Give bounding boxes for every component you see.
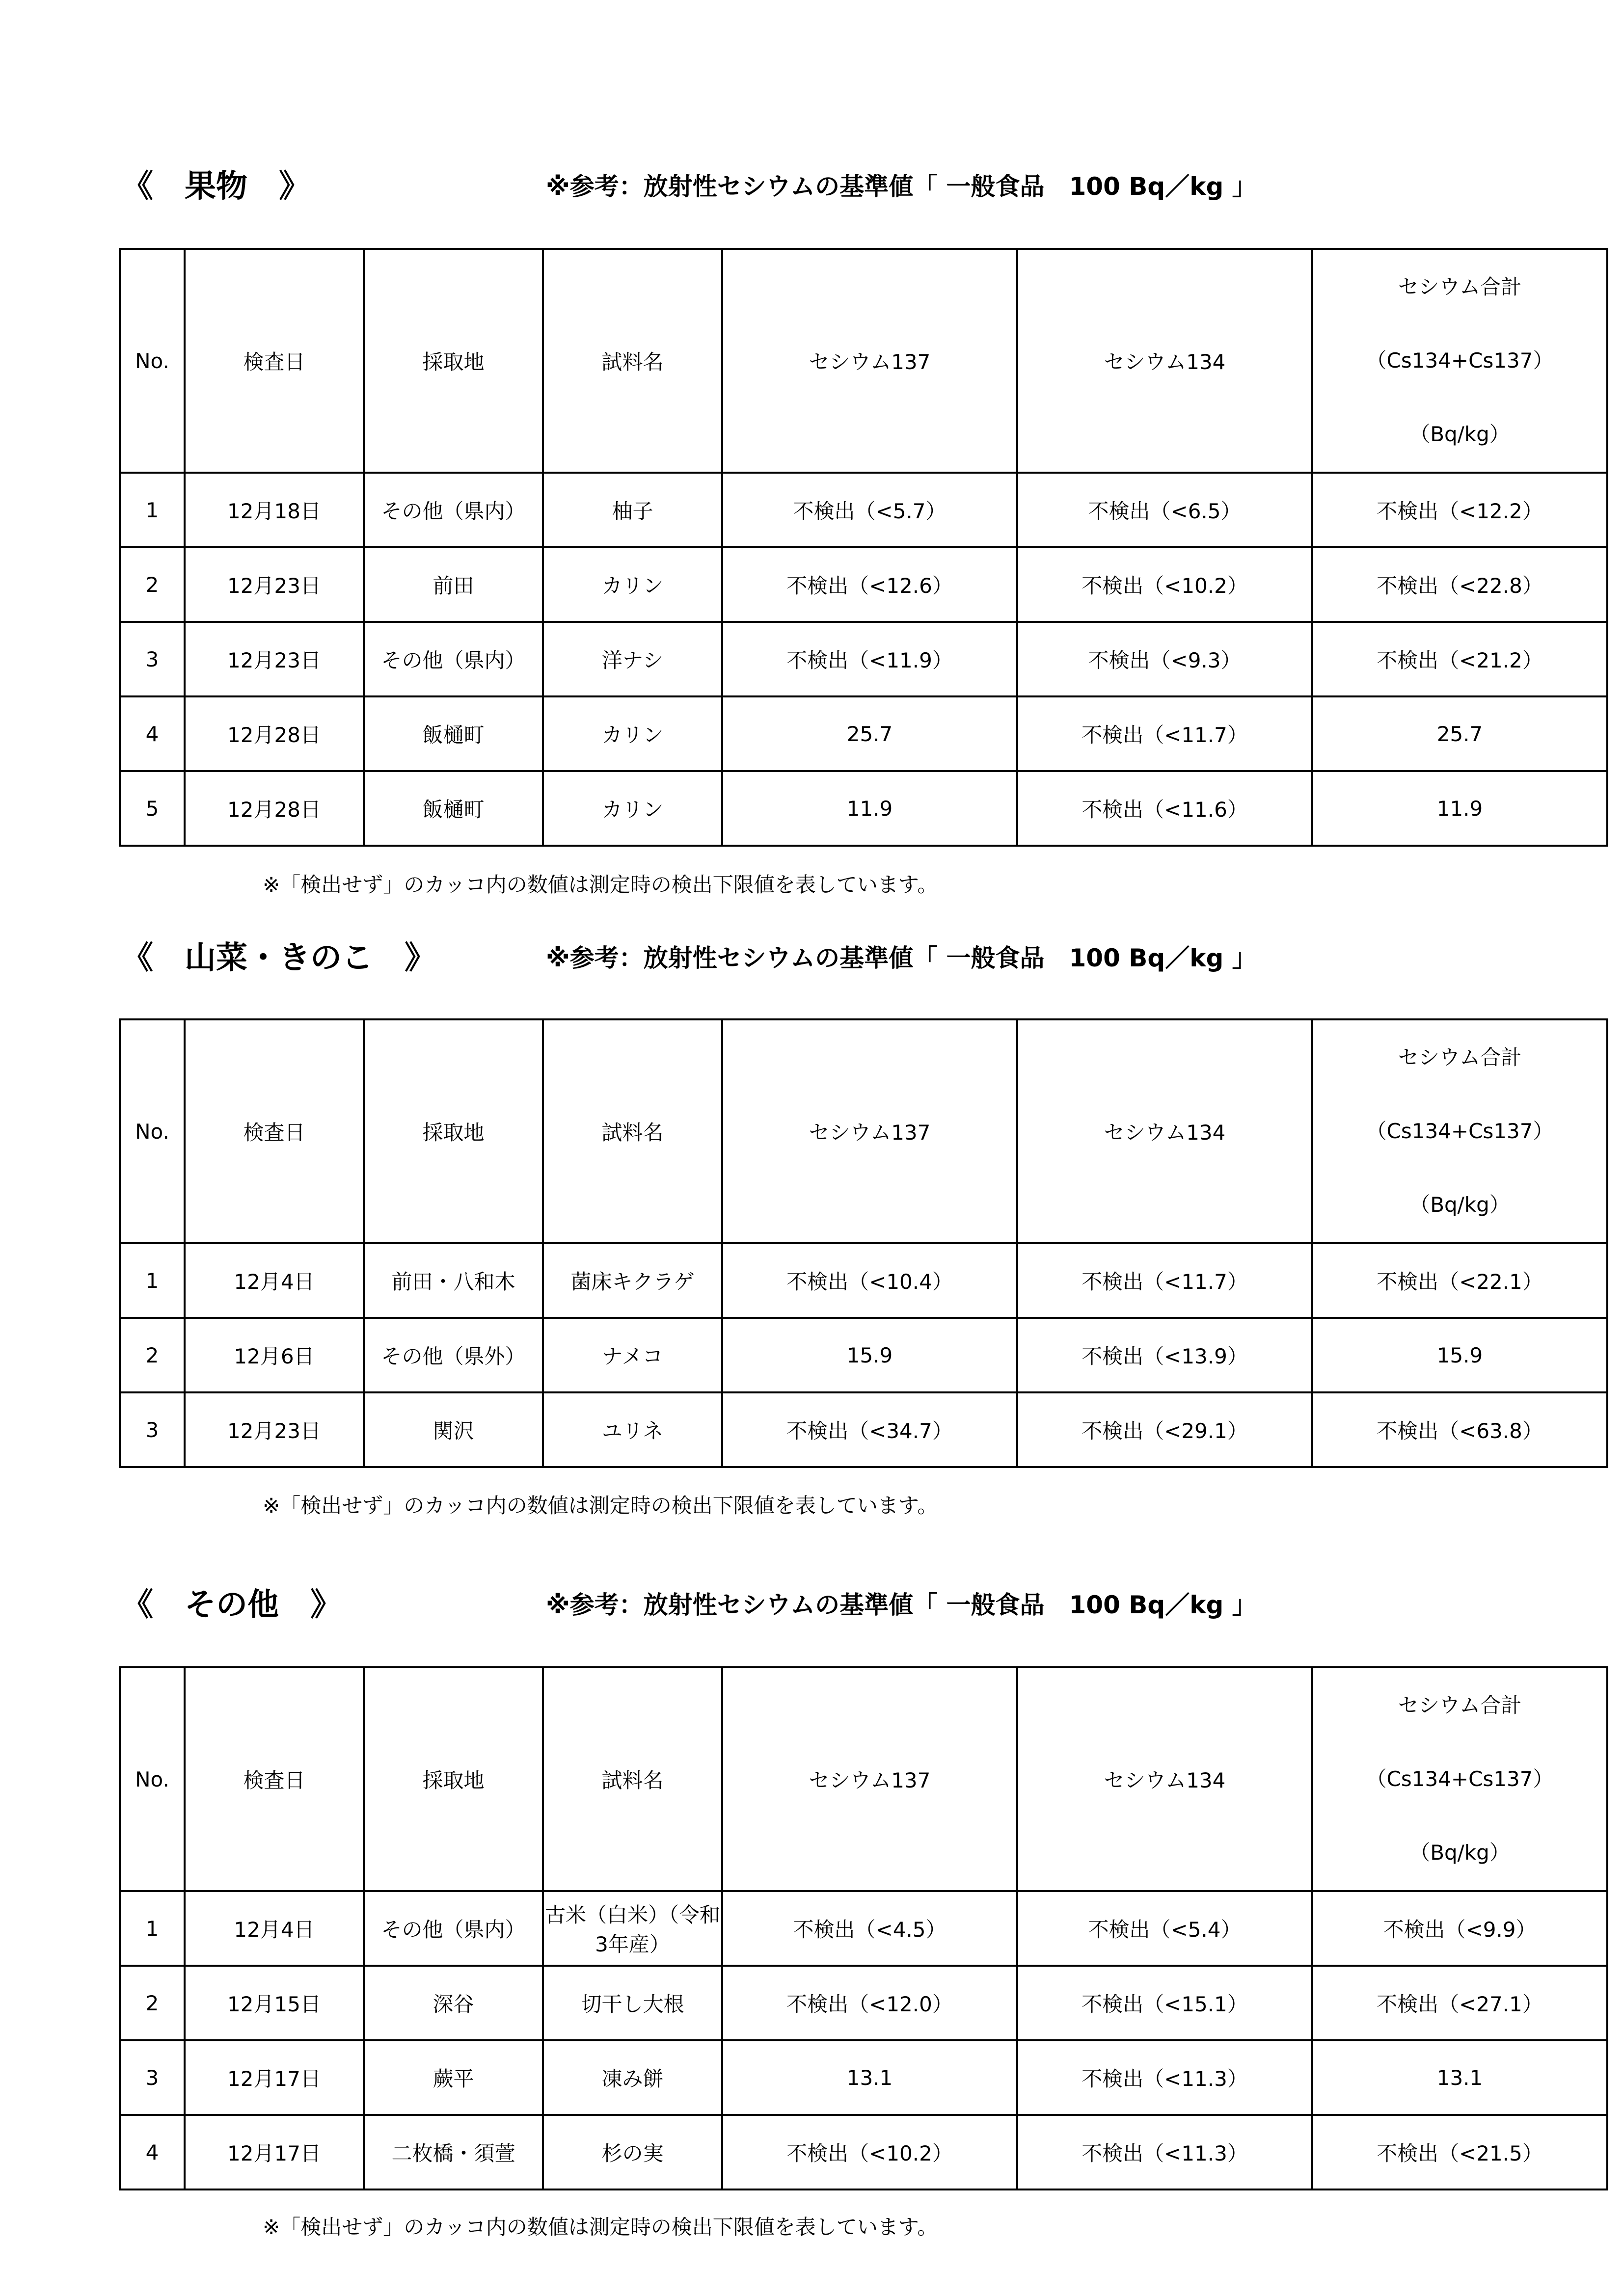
cell-no: 2	[120, 1966, 185, 2040]
table-row	[120, 696, 1607, 771]
cell-cs137: 不検出（<34.7）	[722, 1392, 1017, 1467]
results-table	[119, 1666, 1608, 2190]
cell-total: 11.9	[1312, 771, 1607, 846]
header-total	[1312, 1019, 1607, 1243]
cell-total: 不検出（<21.2）	[1312, 622, 1607, 696]
cell-no: 1	[120, 473, 185, 547]
table-header-row	[120, 249, 1607, 473]
header-sample: 試料名	[543, 1019, 722, 1243]
cell-no: 2	[120, 547, 185, 622]
cell-no: 4	[120, 2115, 185, 2189]
footnote: ※「検出せず」のカッコ内の数値は測定時の検出下限値を表しています。	[263, 1494, 938, 1518]
header-total	[1312, 249, 1607, 473]
header-place: 採取地	[364, 1667, 543, 1891]
cell-no: 1	[120, 1891, 185, 1966]
header-cs134: セシウム134	[1017, 1667, 1312, 1891]
header-total-label: セシウム合計	[1398, 275, 1522, 299]
cell-no: 1	[120, 1243, 185, 1318]
cell-cs134: 不検出（<11.3）	[1017, 2040, 1312, 2115]
footnote: ※「検出せず」のカッコ内の数値は測定時の検出下限値を表しています。	[263, 873, 938, 897]
cell-sample: 古米（白米）（令和3年産）	[543, 1891, 722, 1966]
cell-date: 12月28日	[185, 696, 364, 771]
cell-place: 飯樋町	[364, 696, 543, 771]
header-no: No.	[120, 249, 185, 473]
cell-place: その他（県内）	[364, 1891, 543, 1966]
table-row	[120, 1966, 1607, 2040]
cell-cs137: 不検出（<12.6）	[722, 547, 1017, 622]
reference-standard: ※参考：放射性セシウムの基準値「 一般食品 100 Bq／kg 」	[546, 172, 1257, 201]
cell-cs137: 11.9	[722, 771, 1017, 846]
cell-place: 深谷	[364, 1966, 543, 2040]
cell-sample: カリン	[543, 771, 722, 846]
header-sample: 試料名	[543, 249, 722, 473]
cell-cs134: 不検出（<11.7）	[1017, 696, 1312, 771]
header-no: No.	[120, 1019, 185, 1243]
cell-no: 4	[120, 696, 185, 771]
table-header-row	[120, 1667, 1607, 1891]
table-row	[120, 2040, 1607, 2115]
section-heading	[0, 929, 1623, 988]
header-total-unit: （Bq/kg）	[1409, 1841, 1510, 1865]
results-table	[119, 248, 1608, 847]
cell-cs134: 不検出（<29.1）	[1017, 1392, 1312, 1467]
header-total-formula: （Cs134+Cs137）	[1366, 348, 1554, 373]
header-total-unit: （Bq/kg）	[1409, 1193, 1510, 1217]
cell-place: その他（県内）	[364, 473, 543, 547]
header-total-unit: （Bq/kg）	[1409, 422, 1510, 446]
footnote: ※「検出せず」のカッコ内の数値は測定時の検出下限値を表しています。	[263, 2215, 938, 2239]
header-total-label: セシウム合計	[1398, 1045, 1522, 1069]
cell-date: 12月6日	[185, 1318, 364, 1392]
cell-no: 5	[120, 771, 185, 846]
cell-total: 25.7	[1312, 696, 1607, 771]
cell-total: 13.1	[1312, 2040, 1607, 2115]
cell-cs137: 不検出（<5.7）	[722, 473, 1017, 547]
header-total-formula: （Cs134+Cs137）	[1366, 1767, 1554, 1791]
cell-total: 不検出（<22.1）	[1312, 1243, 1607, 1318]
cell-sample: 杉の実	[543, 2115, 722, 2189]
table-row	[120, 771, 1607, 846]
cell-no: 2	[120, 1318, 185, 1392]
cell-total: 不検出（<9.9）	[1312, 1891, 1607, 1966]
cell-sample: 菌床キクラゲ	[543, 1243, 722, 1318]
table-row	[120, 2115, 1607, 2189]
header-place: 採取地	[364, 249, 543, 473]
cell-total: 不検出（<21.5）	[1312, 2115, 1607, 2189]
section-title: 《 果物 》	[122, 168, 310, 205]
cell-place: 蕨平	[364, 2040, 543, 2115]
cell-cs137: 不検出（<10.2）	[722, 2115, 1017, 2189]
cell-place: その他（県内）	[364, 622, 543, 696]
header-no: No.	[120, 1667, 185, 1891]
reference-standard: ※参考：放射性セシウムの基準値「 一般食品 100 Bq／kg 」	[546, 1591, 1257, 1619]
cell-no: 3	[120, 1392, 185, 1467]
cell-place: 二枚橋・須萱	[364, 2115, 543, 2189]
cell-cs137: 不検出（<4.5）	[722, 1891, 1017, 1966]
table-row	[120, 473, 1607, 547]
header-date: 検査日	[185, 1019, 364, 1243]
cell-date: 12月17日	[185, 2115, 364, 2189]
header-cs137: セシウム137	[722, 1667, 1017, 1891]
cell-place: その他（県外）	[364, 1318, 543, 1392]
cell-place: 前田・八和木	[364, 1243, 543, 1318]
cell-sample: 洋ナシ	[543, 622, 722, 696]
cell-sample: ナメコ	[543, 1318, 722, 1392]
cell-date: 12月23日	[185, 622, 364, 696]
cell-sample: 切干し大根	[543, 1966, 722, 2040]
cell-place: 関沢	[364, 1392, 543, 1467]
cell-total: 不検出（<27.1）	[1312, 1966, 1607, 2040]
cell-sample: 柚子	[543, 473, 722, 547]
cell-place: 飯樋町	[364, 771, 543, 846]
cell-date: 12月18日	[185, 473, 364, 547]
cell-place: 前田	[364, 547, 543, 622]
cell-cs134: 不検出（<5.4）	[1017, 1891, 1312, 1966]
header-cs137: セシウム137	[722, 1019, 1017, 1243]
table-row	[120, 1392, 1607, 1467]
cell-cs137: 不検出（<10.4）	[722, 1243, 1017, 1318]
cell-total: 不検出（<12.2）	[1312, 473, 1607, 547]
cell-total: 15.9	[1312, 1318, 1607, 1392]
cell-cs137: 15.9	[722, 1318, 1017, 1392]
cell-sample: カリン	[543, 547, 722, 622]
header-total-formula: （Cs134+Cs137）	[1366, 1119, 1554, 1143]
cell-total: 不検出（<63.8）	[1312, 1392, 1607, 1467]
cell-cs137: 13.1	[722, 2040, 1017, 2115]
cell-sample: 凍み餅	[543, 2040, 722, 2115]
table-row	[120, 1243, 1607, 1318]
cell-cs134: 不検出（<10.2）	[1017, 547, 1312, 622]
table-header-row	[120, 1019, 1607, 1243]
header-sample: 試料名	[543, 1667, 722, 1891]
cell-cs134: 不検出（<11.7）	[1017, 1243, 1312, 1318]
table-row	[120, 547, 1607, 622]
header-total-label: セシウム合計	[1398, 1693, 1522, 1717]
cell-cs134: 不検出（<6.5）	[1017, 473, 1312, 547]
cell-date: 12月28日	[185, 771, 364, 846]
cell-date: 12月23日	[185, 1392, 364, 1467]
cell-cs137: 不検出（<11.9）	[722, 622, 1017, 696]
cell-no: 3	[120, 622, 185, 696]
table-row	[120, 1891, 1607, 1966]
section-heading	[0, 157, 1623, 216]
cell-cs134: 不検出（<11.3）	[1017, 2115, 1312, 2189]
cell-cs134: 不検出（<13.9）	[1017, 1318, 1312, 1392]
section-title: 《 その他 》	[122, 1587, 342, 1623]
header-date: 検査日	[185, 249, 364, 473]
header-cs137: セシウム137	[722, 249, 1017, 473]
table-row	[120, 1318, 1607, 1392]
reference-standard: ※参考：放射性セシウムの基準値「 一般食品 100 Bq／kg 」	[546, 944, 1257, 972]
cell-date: 12月15日	[185, 1966, 364, 2040]
cell-cs137: 25.7	[722, 696, 1017, 771]
header-cs134: セシウム134	[1017, 1019, 1312, 1243]
section-title: 《 山菜・きのこ 》	[122, 940, 436, 976]
results-table	[119, 1018, 1608, 1468]
cell-sample: カリン	[543, 696, 722, 771]
cell-sample: ユリネ	[543, 1392, 722, 1467]
cell-date: 12月4日	[185, 1243, 364, 1318]
cell-date: 12月17日	[185, 2040, 364, 2115]
cell-date: 12月23日	[185, 547, 364, 622]
table-row	[120, 622, 1607, 696]
cell-cs137: 不検出（<12.0）	[722, 1966, 1017, 2040]
cell-total: 不検出（<22.8）	[1312, 547, 1607, 622]
section-heading	[0, 1575, 1623, 1634]
cell-cs134: 不検出（<15.1）	[1017, 1966, 1312, 2040]
header-date: 検査日	[185, 1667, 364, 1891]
cell-date: 12月4日	[185, 1891, 364, 1966]
header-place: 採取地	[364, 1019, 543, 1243]
header-total	[1312, 1667, 1607, 1891]
header-cs134: セシウム134	[1017, 249, 1312, 473]
cell-cs134: 不検出（<9.3）	[1017, 622, 1312, 696]
cell-no: 3	[120, 2040, 185, 2115]
cell-cs134: 不検出（<11.6）	[1017, 771, 1312, 846]
